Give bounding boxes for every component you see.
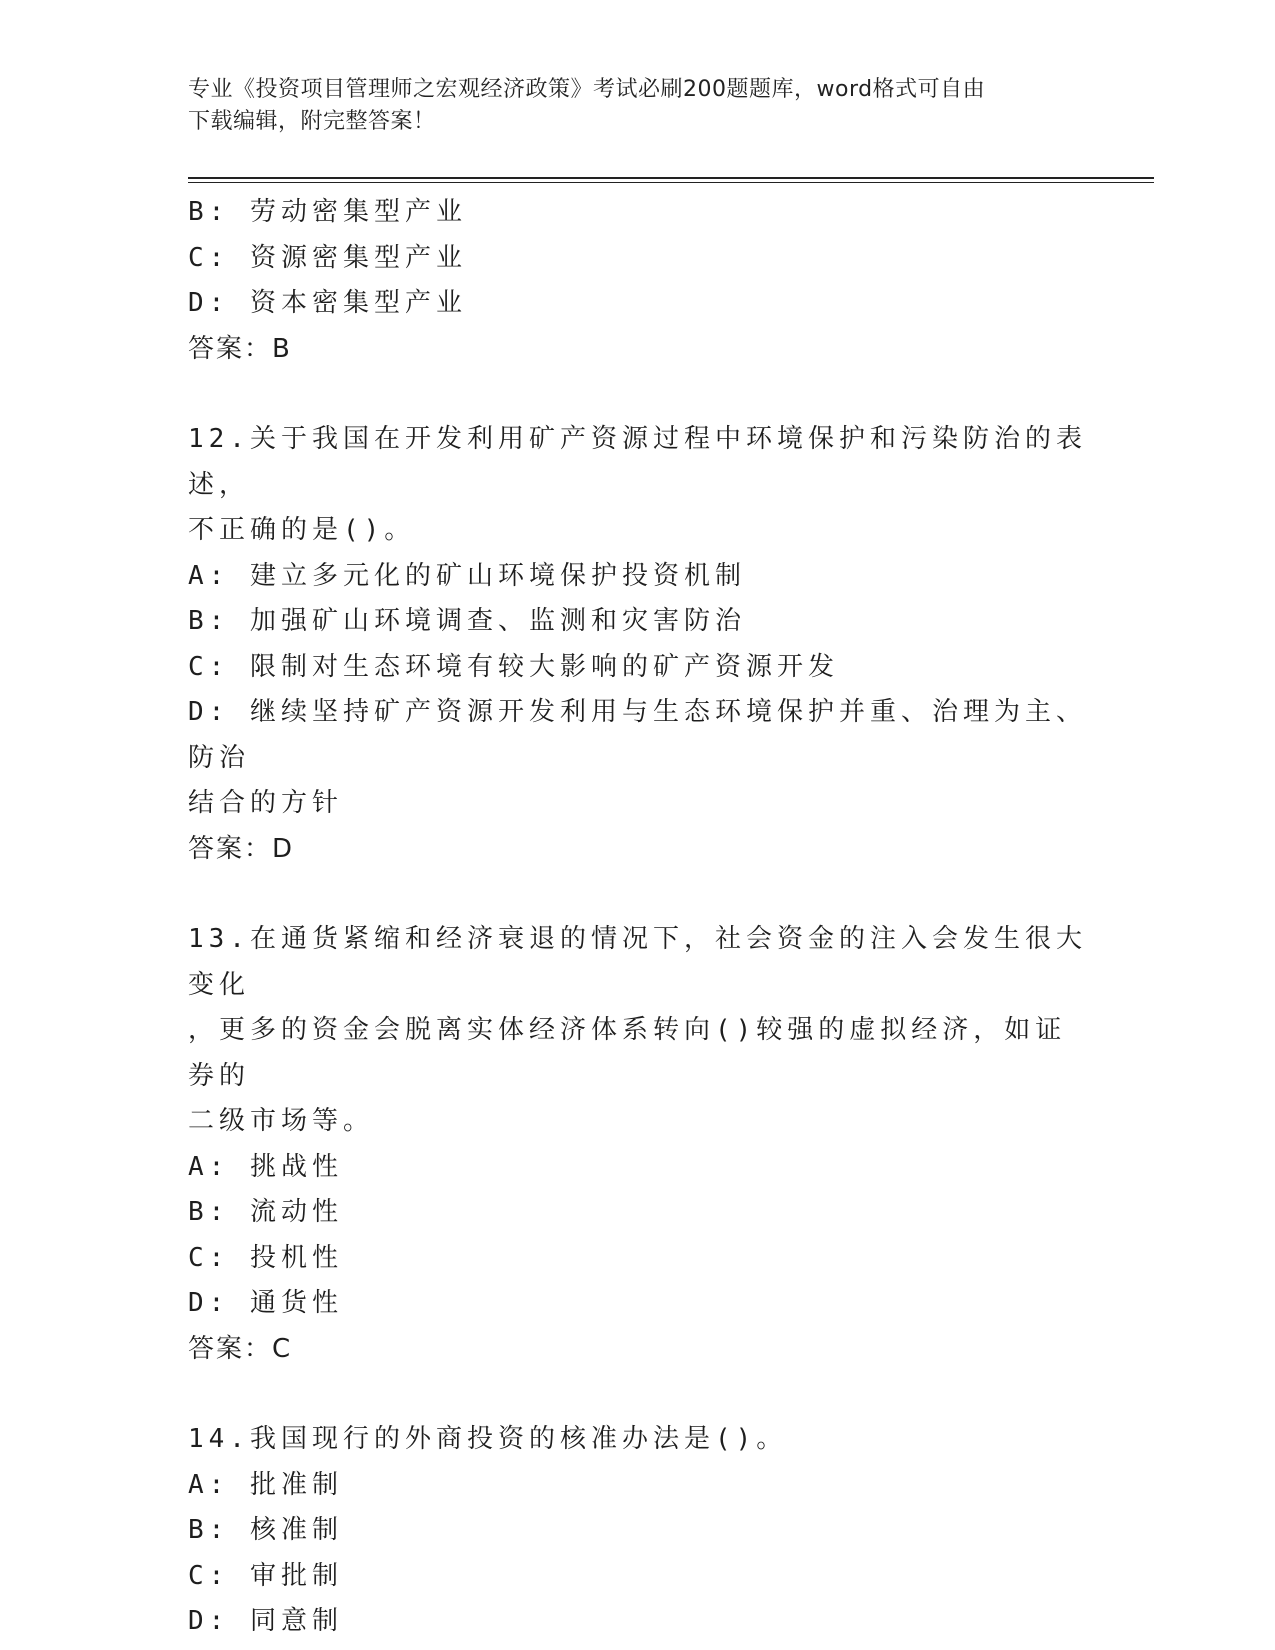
question-13-block [188, 917, 1088, 1372]
q13-option-c: C: 投机性 [188, 1242, 343, 1273]
q13-option-b: B: 流动性 [188, 1197, 343, 1227]
q14-option-a: A: 批准制 [188, 1469, 343, 1500]
header-divider-thick [188, 177, 1154, 179]
q12-stem-line-1: 12.关于我国在开发利用矿产资源过程中环境保护和污染防治的表述， [188, 424, 1087, 500]
q12-answer: 答案：D [188, 833, 295, 864]
q13-answer: 答案：C [188, 1333, 293, 1364]
header-line-2: 下载编辑，附完整答案！ [188, 109, 436, 134]
q12-option-a: A: 建立多元化的矿山环境保护投资机制 [188, 560, 746, 591]
question-12-block [188, 417, 1088, 872]
q12-stem-line-2: 不正确的是()。 [188, 515, 416, 545]
q12-option-c: C: 限制对生态环境有较大影响的矿产资源开发 [188, 651, 839, 682]
question-14-block [188, 1417, 1088, 1645]
q11-answer: 答案：B [188, 333, 292, 364]
q11-option-d: D: 资本密集型产业 [188, 288, 467, 318]
q12-option-d-line-1: D: 继续坚持矿产资源开发利用与生态环境保护并重、治理为主、防治 [188, 697, 1087, 773]
q13-option-d: D: 通货性 [188, 1288, 343, 1318]
q13-stem-line-2: ，更多的资金会脱离实体经济体系转向()较强的虚拟经济，如证券的 [188, 1015, 1067, 1091]
q13-stem-line-1: 13.在通货紧缩和经济衰退的情况下，社会资金的注入会发生很大变化 [188, 924, 1087, 1000]
q11-option-b: B: 劳动密集型产业 [188, 197, 467, 227]
q12-option-d-line-2: 结合的方针 [188, 788, 344, 818]
spacer [188, 372, 1088, 417]
header-line-1: 专业《投资项目管理师之宏观经济政策》考试必刷200题题库，word格式可自由 [188, 77, 986, 102]
q12-option-b: B: 加强矿山环境调查、监测和灾害防治 [188, 606, 746, 636]
q11-option-c: C: 资源密集型产业 [188, 242, 467, 273]
spacer [188, 872, 1088, 917]
document-header [188, 74, 1088, 138]
question-11-block [188, 190, 1088, 372]
q13-stem-line-3: 二级市场等。 [188, 1106, 375, 1136]
q14-option-b: B: 核准制 [188, 1515, 343, 1545]
q14-option-c: C: 审批制 [188, 1560, 343, 1591]
q13-option-a: A: 挑战性 [188, 1151, 343, 1182]
header-divider-thin [188, 182, 1154, 183]
q14-stem-line-1: 14.我国现行的外商投资的核准办法是()。 [188, 1424, 788, 1454]
spacer [188, 1372, 1088, 1417]
question-content [188, 190, 1088, 1645]
q14-option-d: D: 同意制 [188, 1606, 343, 1636]
